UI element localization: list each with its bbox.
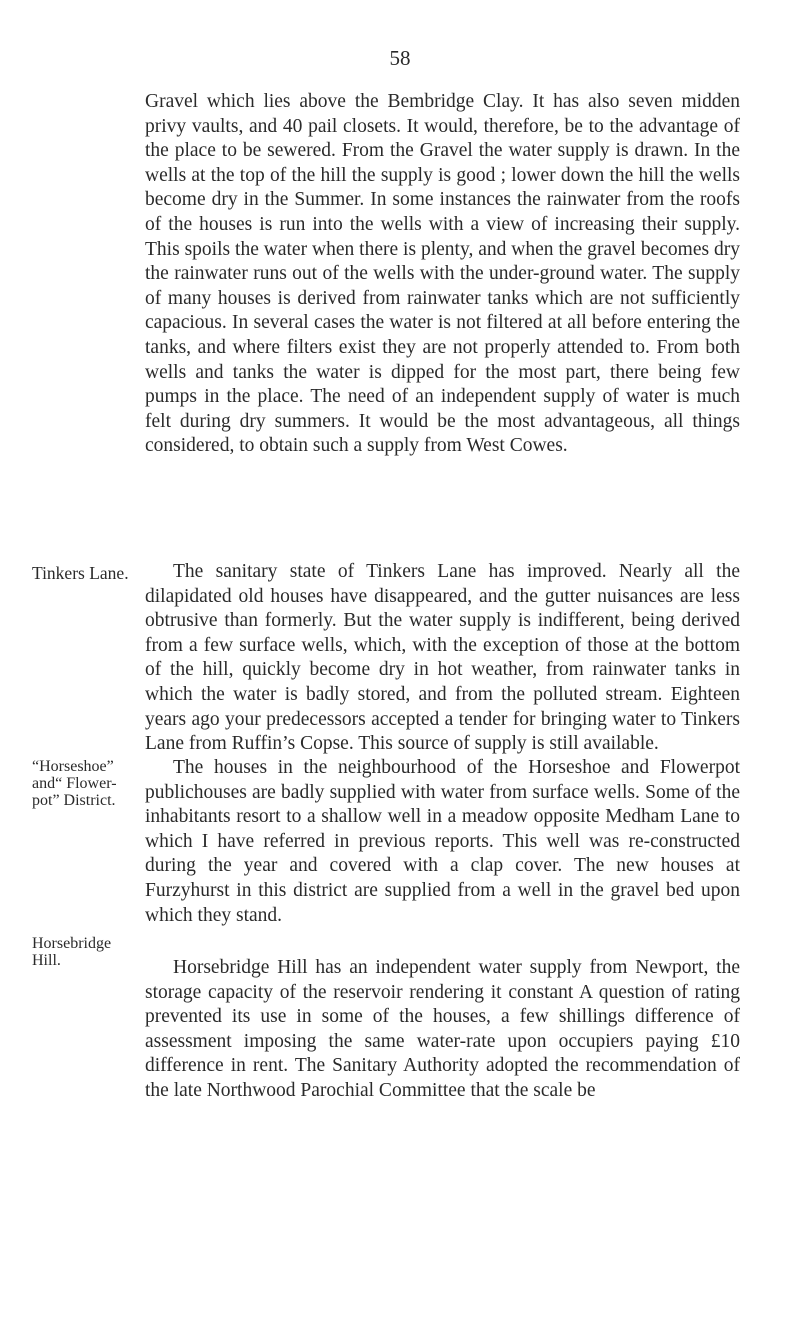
paragraph-gravel: Gravel which lies above the Bembridge Clay. It has also seven midden privy vaults, and 40 pail closets. It would, therefore, be to the advantage of the place to be sewered. From the Gravel the water supply is drawn. In the wells at the top of the hill the supply is good ; lower down the hill the wells become dry in the Summer. In some instances the rainwater from the roofs of the houses is run into the wells with a view of increasing their supply. This spoils the water when there is plenty, and when the gravel becomes dry the rainwater runs out of the wells with the under-ground water. The supply of many houses is derived from rainwater tanks which are not sufficiently capacious. In several cases the water is not filtered at all before entering the tanks, and where filters exist they are not properly attended to. From both wells and tanks the water is dipped for the most part, there being few pumps in the place. The need of an independent supply of water is much felt during dry summers. It would be the most advantageous, all things considered, to obtain such a supply from West Cowes. <box>145 91 740 457</box>
paragraph-tinkers-lane: The sanitary state of Tinkers Lane has improved. Nearly all the dilapidated old houses have disappeared, and the gutter nuisances are less obtrusive than formerly. But the water supply is indifferent, being derived from a few surface wells, which, with the exception of those at the bottom of the hill, quickly become dry in hot weather, from rainwater tanks in which the water is badly stored, and from the polluted stream. Eighteen years ago your predecessors accepted a tender for bringing water to Tinkers Lane from Ruffin’s Copse. This source of supply is still available. <box>145 561 740 755</box>
side-note-tinkers-lane: Tinkers Lane. <box>32 563 129 583</box>
paragraph-horsebridge-hill: Horsebridge Hill has an independent water supply from Newport, the storage capacity of the reservoir rendering it constant A question of rating prevented its use in some of the houses, a few shillings difference of assessment imposing the same water-rate upon occupiers paying £10 difference in rent. The Sanitary Authority adopted the recommendation of the late Northwood Parochial Committee that the scale be <box>145 957 740 1101</box>
page-number: 58 <box>389 46 411 70</box>
side-note-horseshoe-district: “Horseshoe” and“ Flower-pot” District. <box>32 758 117 809</box>
side-note-horsebridge-hill: Horsebridge Hill. <box>32 935 112 969</box>
paragraph-horseshoe-district: The houses in the neighbourhood of the Horseshoe and Flowerpot publichouses are badly supplied with water from surface wells. Some of the inhabitants resort to a shallow well in a meadow opposite Medham Lane to which I have referred in previous reports. This well was re-constructed during the year and covered with a clap cover. The new houses at Furzyhurst in this district are supplied from a well in the gravel bed upon which they stand. <box>145 757 740 926</box>
